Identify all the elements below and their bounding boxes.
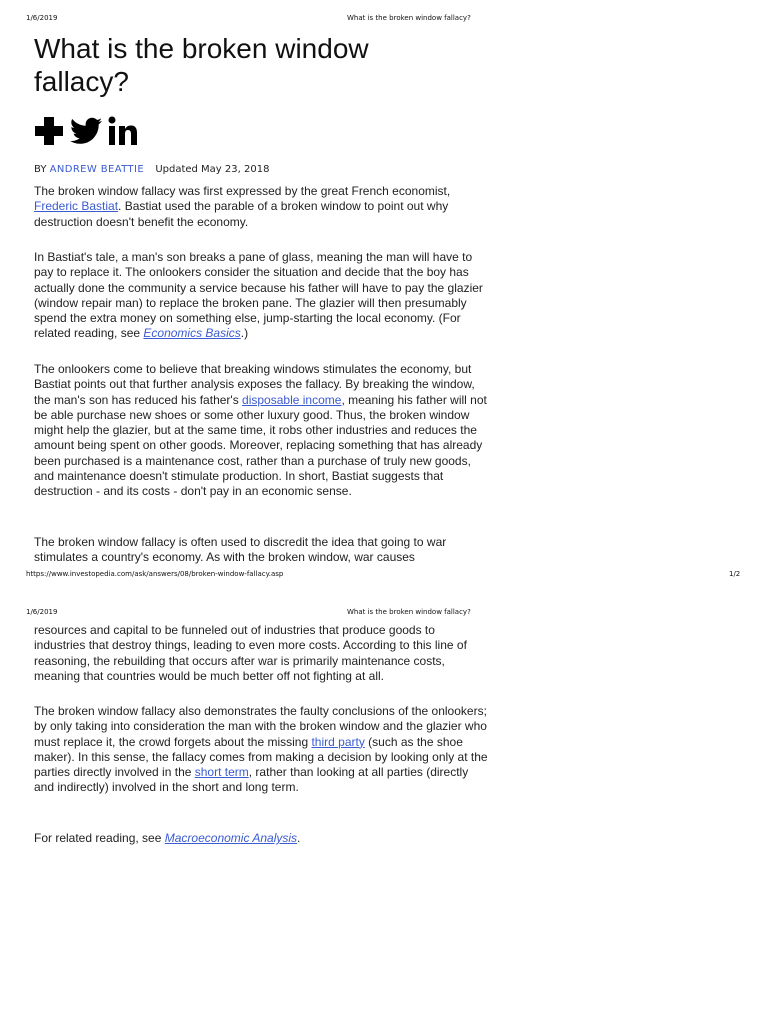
paragraph-text: . Bastiat used the parable of a broken window to point out why destruction doesn't benefit the economy.: [34, 199, 449, 229]
paragraph-4-part-2: resources and capital to be funneled out of industries that produce goods to industries that destroy things, leading to even more costs. According to this line of reasoning, the rebuilding that occurs after war is primarily maintenance costs, meaning that countries would be much better off not fighting at all.: [34, 623, 467, 683]
page-footer-number: 1/2: [729, 570, 741, 578]
link-economics-basics[interactable]: Economics Basics: [143, 326, 241, 341]
link-third-party[interactable]: third party: [311, 734, 365, 749]
paragraph-text: The broken window fallacy was first expressed by the great French economist,: [34, 184, 451, 198]
paragraph-text: The broken window fallacy also demonstrates the faulty conclusions of the onlookers; by only taking into consideration the man with the broken window and the glazier who must replace it, the crowd forgets about the missing: [34, 704, 487, 749]
paragraph-text: , rather than looking at all parties (directly and indirectly) involved in the short and long term.: [34, 765, 469, 795]
updated-date: Updated May 23, 2018: [155, 164, 270, 175]
paragraph-text: For related reading, see: [34, 831, 165, 845]
paragraph-6: [34, 831, 489, 846]
paragraph-text: In Bastiat's tale, a man's son breaks a pane of glass, meaning the man will have to pay to replace it. The onlookers consider the situation and decide that the boy has actually done the community a service because his father will have to pay the glazier (window repair man) to replace the broken pane. The glazier will then presumably spend the extra money on something else, jump-starting the local economy. (For related reading, see: [34, 250, 483, 341]
paragraph-5: [34, 704, 489, 796]
linkedin-icon[interactable]: [108, 116, 138, 151]
link-macroeconomic-analysis[interactable]: Macroeconomic Analysis: [164, 831, 298, 845]
link-short-term[interactable]: short term: [194, 765, 249, 780]
page-header-date: 1/6/2019: [26, 14, 58, 22]
page-footer-url: https://www.investopedia.com/ask/answers/08/broken-window-fallacy.asp: [26, 570, 284, 578]
paragraph-4-part-1: The broken window fallacy is often used to discredit the idea that going to war stimulates a country's economy. As with the broken window, war causes: [34, 535, 447, 565]
paragraph-3: [34, 362, 489, 500]
link-disposable-income[interactable]: disposable income: [242, 392, 342, 407]
by-label: BY: [34, 164, 47, 175]
paragraph-text: .): [240, 326, 249, 341]
paragraph-2: [34, 250, 489, 342]
byline: [34, 164, 269, 175]
article-title: What is the broken window fallacy?: [34, 33, 369, 97]
page-header-title: What is the broken window fallacy?: [347, 14, 471, 22]
page-header-title: What is the broken window fallacy?: [347, 608, 471, 616]
link-frederic-bastiat[interactable]: Frederic Bastiat: [34, 199, 119, 214]
paragraph-text: The onlookers come to believe that breaking windows stimulates the economy, but Bastiat points out that further analysis exposes the fallacy. By breaking the window, the man's son has reduced his father's: [34, 362, 475, 407]
paragraph-1: [34, 184, 489, 230]
author-link[interactable]: ANDREW BEATTIE: [49, 164, 145, 175]
paragraph-text: .: [297, 831, 301, 845]
social-share-bar: [34, 117, 138, 149]
paragraph-text: (such as the shoe maker). In this sense, the fallacy comes from making a decision by looking only at the parties directly involved in the: [34, 734, 488, 780]
paragraph-text: , meaning his father will not be able purchase new shoes or some other luxury good. Thus, the broken window might help the glazier, but at the same time, it robs other industries and reduces the amount being spent on other goods. Moreover, replacing something that has already been purchased is a maintenance cost, rather than a purchase of truly new goods, and maintenance doesn't stimulate production. In short, Bastiat suggests that destruction - and its costs - don't pay in an economic sense.: [34, 392, 487, 499]
twitter-icon[interactable]: [70, 117, 102, 150]
plus-icon[interactable]: [34, 116, 64, 151]
page-header-date: 1/6/2019: [26, 608, 58, 616]
